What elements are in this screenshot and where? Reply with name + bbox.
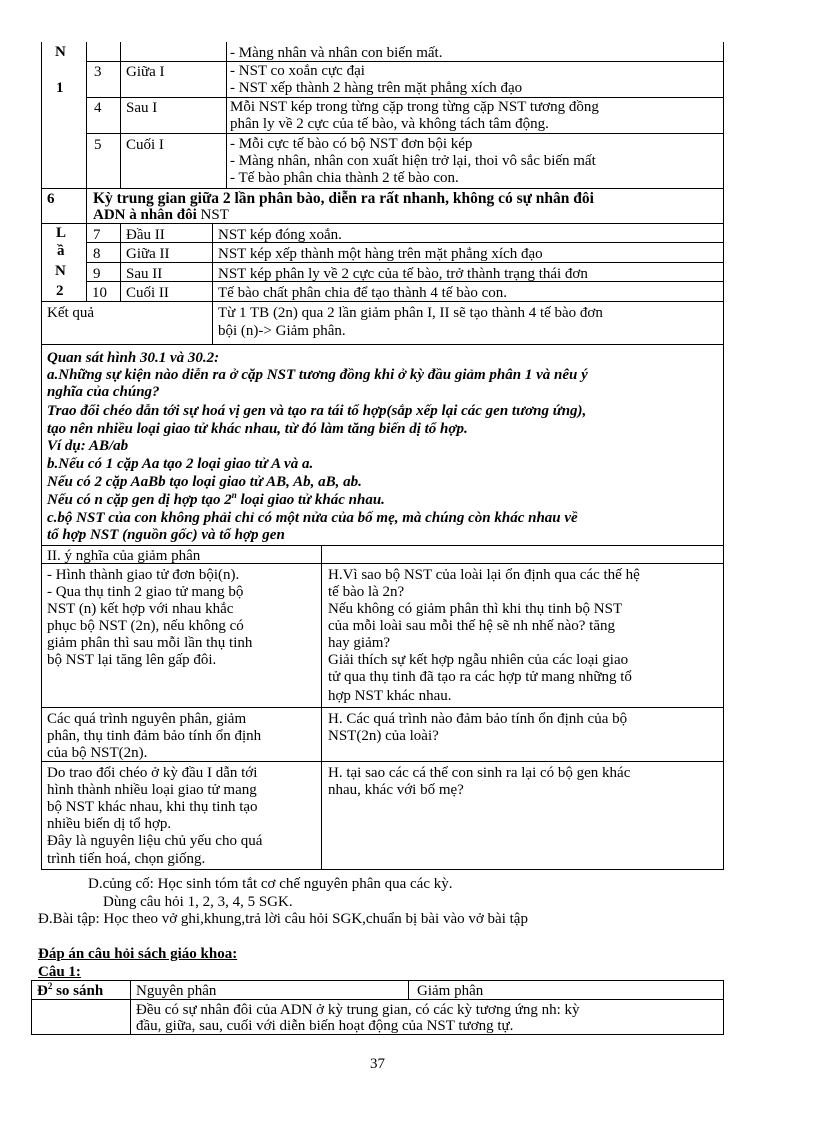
stage-desc: Mỗi NST kép trong từng cặp trong từng cặp NST tương đồng <box>230 99 599 115</box>
significance-right: hợp NST khác nhau. <box>328 688 452 704</box>
meiosis2-label-n: N <box>55 263 66 279</box>
observation-line: Ví dụ: AB/ab <box>47 438 129 454</box>
stage-desc: - NST xếp thành 2 hàng trên mặt phẳng xích đạo <box>230 80 523 96</box>
significance-right: hay giảm? <box>328 635 391 651</box>
stage-name: Sau I <box>126 100 158 116</box>
significance-left: trình tiến hoá, chọn giống. <box>47 851 206 867</box>
significance-right: tế bào là 2n? <box>328 584 405 600</box>
observation-line: c.bộ NST của con không phải chỉ có một nửa của bố mẹ, mà chúng còn khác nhau về <box>47 510 578 526</box>
significance-right: H. Các quá trình nào đảm bảo tính ổn định của bộ <box>328 711 628 727</box>
result-text: Từ 1 TB (2n) qua 2 lần giảm phân I, II sẽ tạo thành 4 tế bào đơn <box>218 305 603 321</box>
stage-desc: - Màng nhân và nhân con biến mất. <box>230 45 443 61</box>
result-label: Kết quả <box>47 305 95 321</box>
significance-left: giảm phân thì sau mỗi lần thụ tinh <box>47 635 253 651</box>
observation-line: Nếu có 2 cặp AaBb tạo loại giao tử AB, Ab, aB, ab. <box>47 474 362 490</box>
observation-line: Trao đổi chéo dẫn tới sự hoá vị gen và tạo ra tái tổ hợp(sắp xếp lại các gen tương ứng), <box>47 403 587 419</box>
significance-left: bộ NST khác nhau, khi thụ tinh tạo <box>47 799 258 815</box>
stage-number: 3 <box>94 64 102 80</box>
observation-line: b.Nếu có 1 cặp Aa tạo 2 loại giao tử A và a. <box>47 456 314 472</box>
answers-heading: Đáp án câu hỏi sách giáo khoa: <box>38 946 238 962</box>
observation-superscript: n <box>231 490 237 500</box>
stage-number: 9 <box>93 266 101 282</box>
significance-left: NST (n) kết hợp với nhau khắc <box>47 601 234 617</box>
page-number: 37 <box>370 1056 385 1072</box>
stage-number: 10 <box>92 285 107 301</box>
question1-label: Câu 1: <box>38 964 81 980</box>
result-text: bội (n)-> Giảm phân. <box>218 323 346 339</box>
significance-left: - Qua thụ tinh 2 giao tử mang bộ <box>47 584 244 600</box>
row6-number: 6 <box>47 191 55 207</box>
significance-left: bộ NST lại tăng lên gấp đôi. <box>47 652 217 668</box>
compare-header-prefix: Đ <box>37 983 48 999</box>
homework-line: Đ.Bài tập: Học theo vở ghi,khung,trả lời câu hỏi SGK,chuẩn bị bài vào vở bài tập <box>38 911 528 927</box>
significance-right: Giải thích sự kết hợp ngẫu nhiên của các loại giao <box>328 652 629 668</box>
observation-line: tạo nên nhiều loại giao tử khác nhau, từ đó làm tăng biến dị tổ hợp. <box>47 421 468 437</box>
compare-row-text: Đều có sự nhân đôi của ADN ở kỳ trung gian, có các kỳ tương ứng nh: kỳ <box>136 1002 580 1018</box>
compare-header-meiosis: Giảm phân <box>417 983 484 999</box>
significance-heading: II. ý nghĩa của giảm phân <box>47 548 201 564</box>
significance-left: phục bộ NST (2n), nếu không có <box>47 618 244 634</box>
significance-right: nhau, khác với bố mẹ? <box>328 782 464 798</box>
stage-desc: - Tế bào phân chia thành 2 tế bào con. <box>230 170 459 186</box>
stage-desc: - Mỗi cực tế bào có bộ NST đơn bội kép <box>230 136 473 152</box>
consolidation-line: Dùng câu hỏi 1, 2, 3, 4, 5 SGK. <box>103 894 293 910</box>
compare-header-mitosis: Nguyên phân <box>136 983 217 999</box>
compare-header-suffix: so sánh <box>52 983 104 999</box>
significance-left: Đây là nguyên liệu chủ yếu cho quá <box>47 833 263 849</box>
stage-name: Sau II <box>126 266 163 282</box>
stage-desc: NST kép đóng xoắn. <box>218 227 342 243</box>
compare-header-sup: 2 <box>47 981 53 991</box>
stage-name: Cuối I <box>126 137 164 153</box>
observation-line: Quan sát hình 30.1 và 30.2: <box>47 350 220 366</box>
meiosis2-label-2: 2 <box>56 283 64 299</box>
meiosis2-label-l: L <box>56 225 67 241</box>
row6-plain-part: NST <box>200 207 229 223</box>
stage-number: 5 <box>94 137 102 153</box>
stage-desc: Tế bào chất phân chia để tạo thành 4 tế bào con. <box>218 285 508 301</box>
meiosis2-label-a: ầ <box>57 243 65 259</box>
compare-row-text: đầu, giữa, sau, cuối với diễn biến hoạt động của NST tương tự. <box>136 1018 514 1034</box>
stage-number: 8 <box>93 246 101 262</box>
significance-right: NST(2n) của loài? <box>328 728 439 744</box>
stage-name: Đầu II <box>126 227 165 243</box>
significance-right: của mỗi loài sau mỗi thế hệ sẽ nh nhế nào? tăng <box>328 618 615 634</box>
stage-number: 7 <box>93 227 101 243</box>
significance-left: nhiều biến dị tổ hợp. <box>47 816 172 832</box>
stage-number: 4 <box>94 100 102 116</box>
stage-name: Cuối II <box>126 285 169 301</box>
stage-desc: phân ly về 2 cực của tế bào, và không tách tâm động. <box>230 116 549 132</box>
significance-left: hình thành nhiều loại giao tử mang <box>47 782 257 798</box>
observation-line: tổ hợp NST (nguồn gốc) và tổ hợp gen <box>47 527 285 543</box>
stage-name: Giữa II <box>126 246 170 262</box>
stage-desc: - NST co xoắn cực đại <box>230 63 365 79</box>
significance-left: - Hình thành giao tử đơn bội(n). <box>47 567 240 583</box>
meiosis1-label-n: N <box>55 44 66 60</box>
observation-text: Nếu có n cặp gen dị hợp tạo 2 <box>47 492 232 508</box>
observation-line <box>47 492 385 508</box>
observation-line: nghĩa của chúng? <box>47 384 160 400</box>
significance-left: Các quá trình nguyên phân, giảm <box>47 711 247 727</box>
observation-line: a.Những sự kiện nào diễn ra ở cặp NST tương đồng khi ở kỳ đầu giảm phân 1 và nêu ý <box>47 367 588 383</box>
stage-desc: - Màng nhân, nhân con xuất hiện trở lại, thoi vô sắc biến mất <box>230 153 596 169</box>
stage-name: Giữa I <box>126 64 165 80</box>
significance-right: tử qua thụ tinh đã tạo ra các hợp tử mang những tổ <box>328 669 632 685</box>
significance-left: phân, thụ tinh đảm bảo tính ổn định <box>47 728 262 744</box>
row6-text-line2 <box>93 207 229 223</box>
significance-right: H. tại sao các cá thể con sinh ra lại có bộ gen khác <box>328 765 631 781</box>
observation-tail: loại giao tử khác nhau. <box>236 492 385 508</box>
stage-desc: NST kép phân ly về 2 cực của tế bào, trở thành trạng thái đơn <box>218 266 588 282</box>
compare-header-criteria <box>37 983 103 999</box>
significance-left: Do trao đổi chéo ở kỳ đầu I dẫn tới <box>47 765 258 781</box>
row6-bold-part: ADN à nhân đôi <box>93 207 197 223</box>
consolidation-line: D.củng cố: Học sinh tóm tắt cơ chế nguyên phân qua các kỳ. <box>88 876 453 892</box>
significance-left: của bộ NST(2n). <box>47 745 148 761</box>
meiosis1-label-1: 1 <box>56 80 64 96</box>
row6-text: Kỳ trung gian giữa 2 lần phân bào, diễn ra rất nhanh, không có sự nhân đôi <box>93 190 594 207</box>
stage-desc: NST kép xếp thành một hàng trên mặt phẳng xích đạo <box>218 246 543 262</box>
significance-right: H.Vì sao bộ NST của loài lại ổn định qua các thế hệ <box>328 567 640 583</box>
significance-right: Nếu không có giảm phân thì khi thụ tinh bộ NST <box>328 601 623 617</box>
